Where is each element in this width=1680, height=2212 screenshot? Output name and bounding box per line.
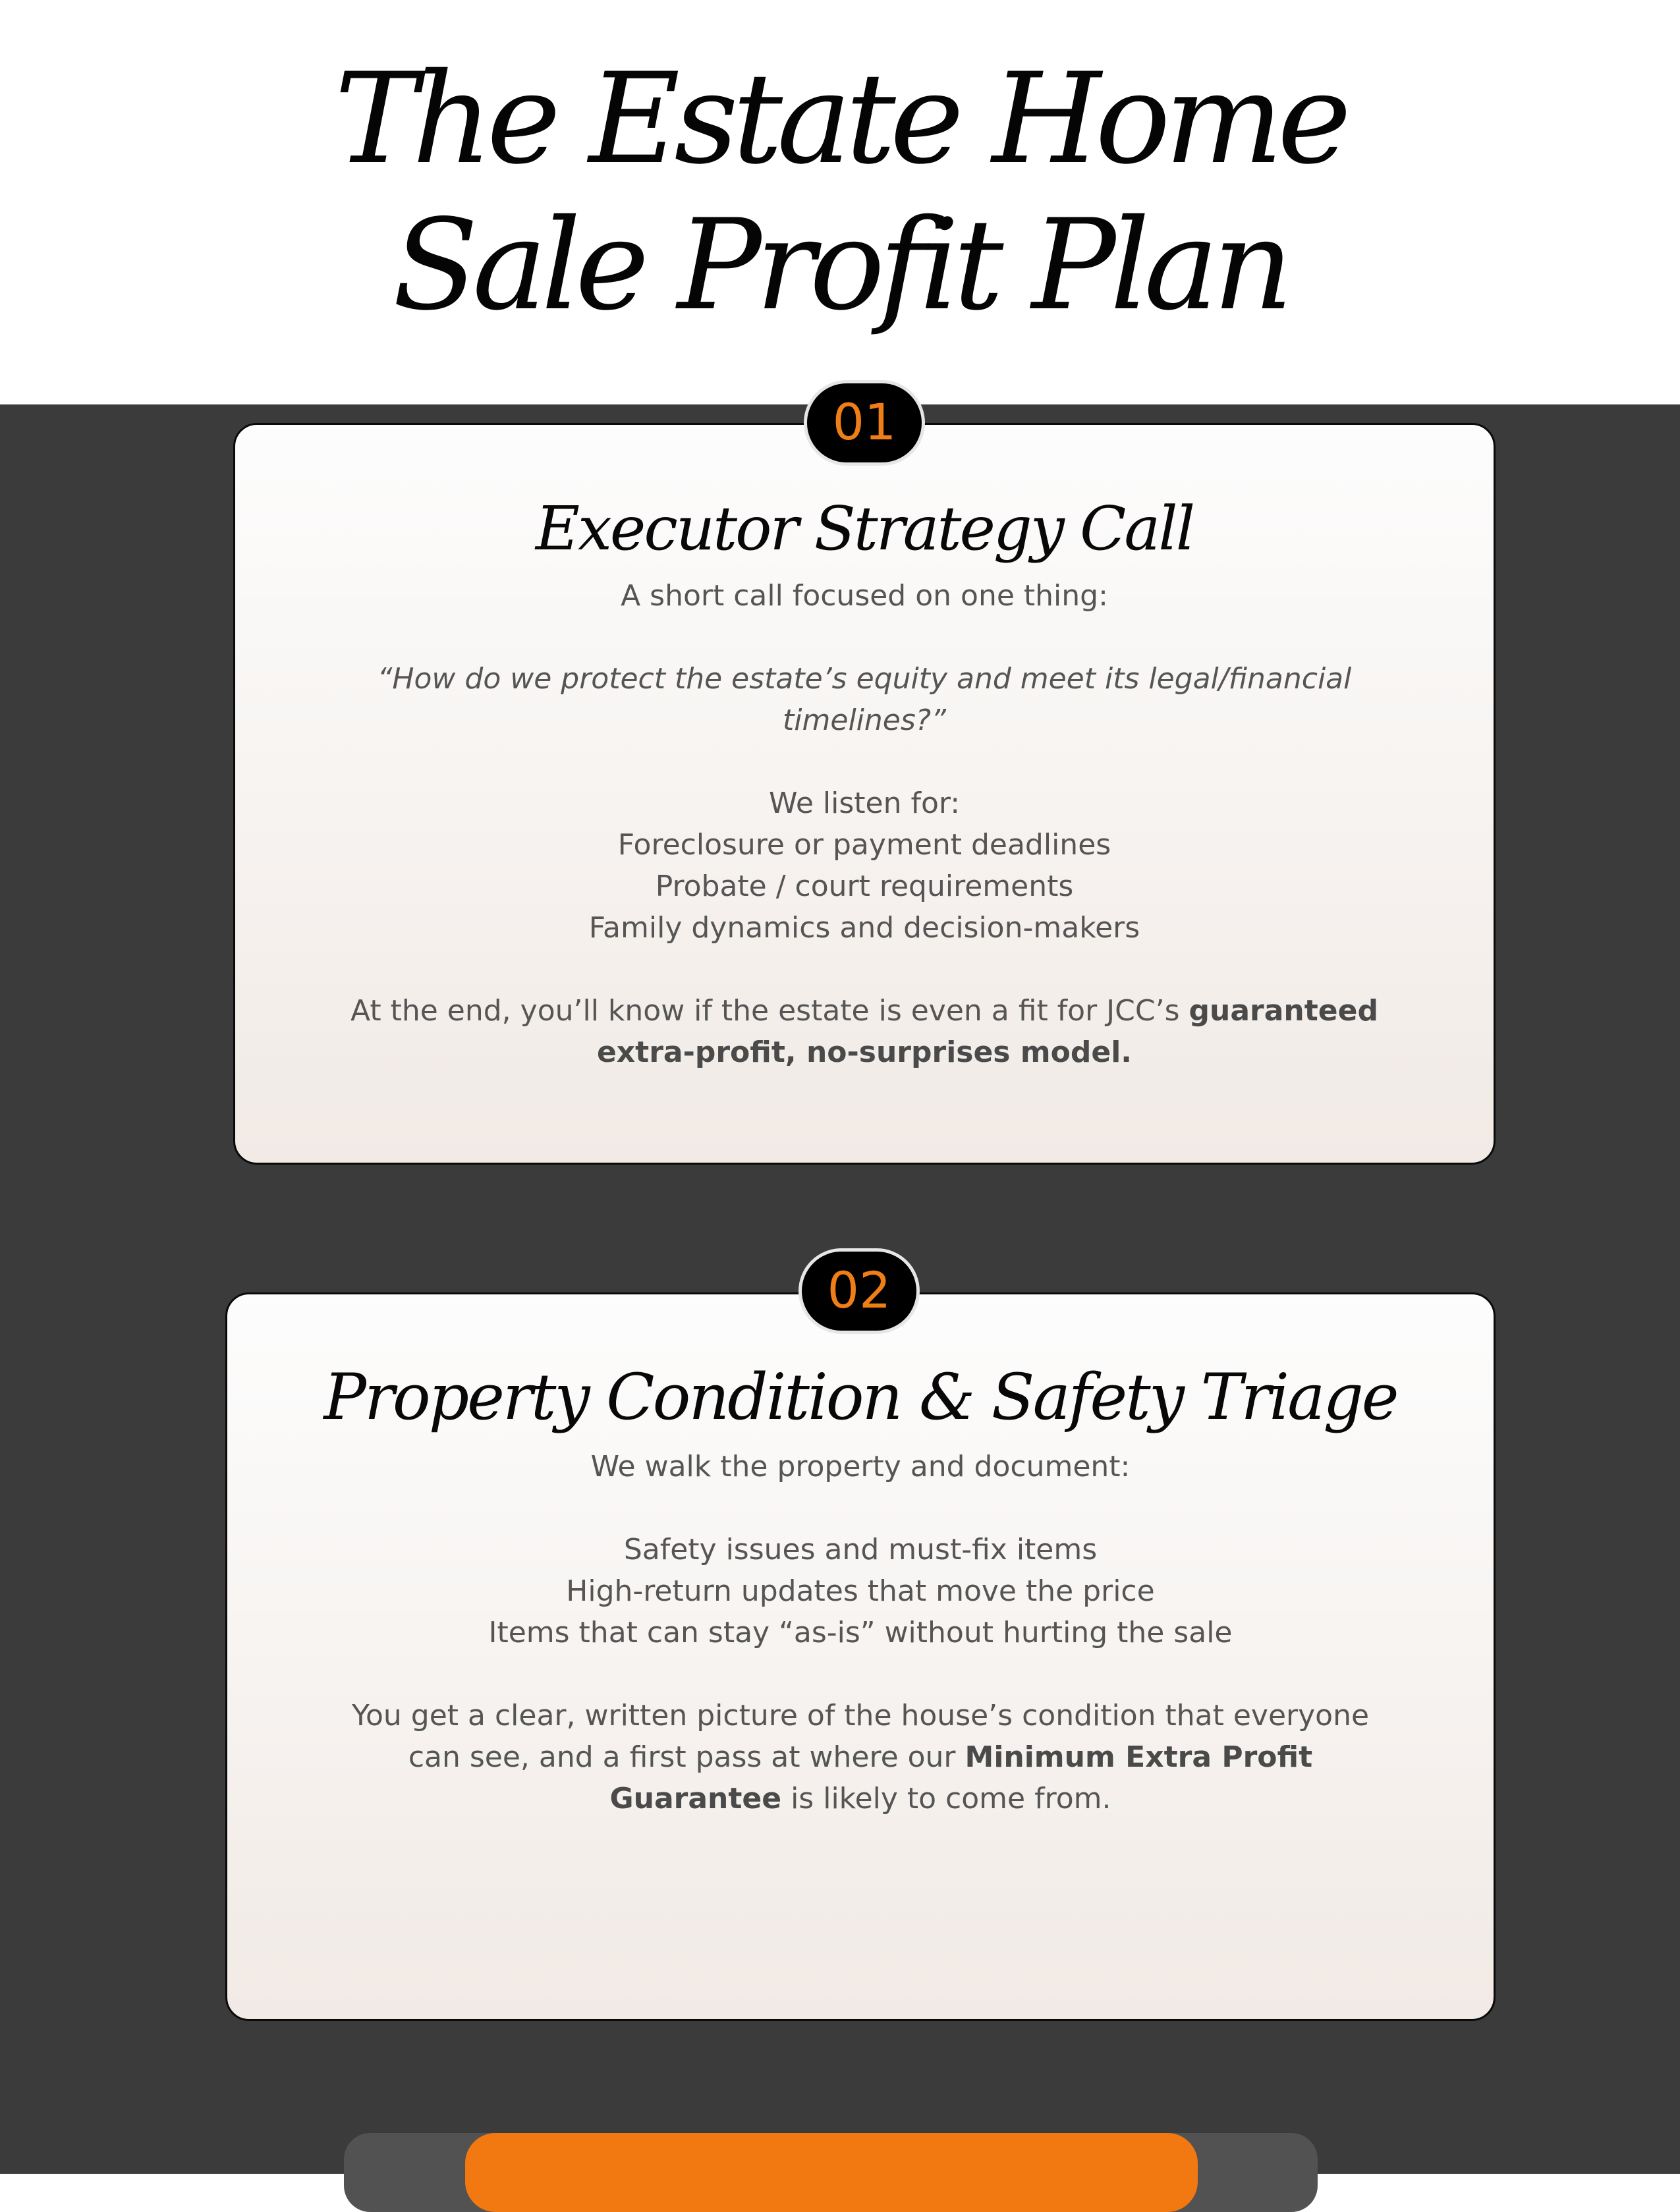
step-1-list-item: Probate / court requirements xyxy=(655,870,1074,903)
step-1-closing-emphasis: extra-profit, no-surprises model. xyxy=(596,1036,1133,1069)
spacer xyxy=(318,949,1411,990)
step-1-closing-text: At the end, you’ll know if the estate is even a fit for JCC’s xyxy=(350,994,1180,1028)
step-2-closing-emphasis: Minimum Extra Profit xyxy=(965,1740,1313,1774)
spacer xyxy=(318,741,1411,783)
step-1-number-badge: 01 xyxy=(804,380,925,466)
step-1-intro: A short call focused on one thing: xyxy=(621,579,1108,613)
step-1-closing-emphasis: guaranteed xyxy=(1189,994,1378,1028)
step-2-closing-text: is likely to come from. xyxy=(791,1782,1111,1815)
step-2-closing-line-2 xyxy=(307,1736,1414,1778)
page-title-line-2: Sale Profit Plan xyxy=(392,192,1288,338)
step-2-title: Property Condition & Safety Triage xyxy=(323,1360,1397,1434)
step-2-list-item: Safety issues and must-fix items xyxy=(623,1533,1098,1566)
spacer xyxy=(307,1487,1414,1529)
step-1-closing-line-2 xyxy=(318,1032,1411,1073)
step-card-2 xyxy=(225,1292,1496,2021)
step-1-listen-heading: We listen for: xyxy=(768,787,961,820)
step-1-list-item: Family dynamics and decision-makers xyxy=(588,911,1140,945)
step-2-number-badge: 02 xyxy=(798,1248,920,1334)
step-2-list-item: Items that can stay “as-is” without hurting the sale xyxy=(488,1616,1233,1649)
page-header xyxy=(0,0,1680,404)
step-2-intro: We walk the property and document: xyxy=(590,1450,1131,1483)
cta-button[interactable] xyxy=(465,2133,1198,2212)
step-2-closing-line-3 xyxy=(307,1778,1414,1819)
step-1-body xyxy=(318,575,1411,1073)
step-1-quote-line-1: “How do we protect the estate’s equity and meet its legal/financial xyxy=(377,662,1352,696)
step-2-closing-line-1: You get a clear, written picture of the house’s condition that everyone xyxy=(351,1699,1370,1732)
step-1-closing xyxy=(318,990,1411,1032)
step-2-closing-emphasis: Guarantee xyxy=(609,1782,782,1815)
spacer xyxy=(307,1653,1414,1695)
step-1-list-item: Foreclosure or payment deadlines xyxy=(617,828,1111,862)
step-1-title: Executor Strategy Call xyxy=(535,493,1194,564)
step-2-closing-text: can see, and a first pass at where our xyxy=(408,1740,956,1774)
spacer xyxy=(318,617,1411,658)
page-title-line-1: The Estate Home xyxy=(334,46,1346,192)
step-2-body xyxy=(307,1446,1414,1819)
page-title xyxy=(0,46,1680,339)
step-1-quote-line-2: timelines?” xyxy=(783,704,946,737)
step-2-list-item: High-return updates that move the price xyxy=(566,1574,1155,1608)
step-card-1 xyxy=(233,423,1496,1165)
